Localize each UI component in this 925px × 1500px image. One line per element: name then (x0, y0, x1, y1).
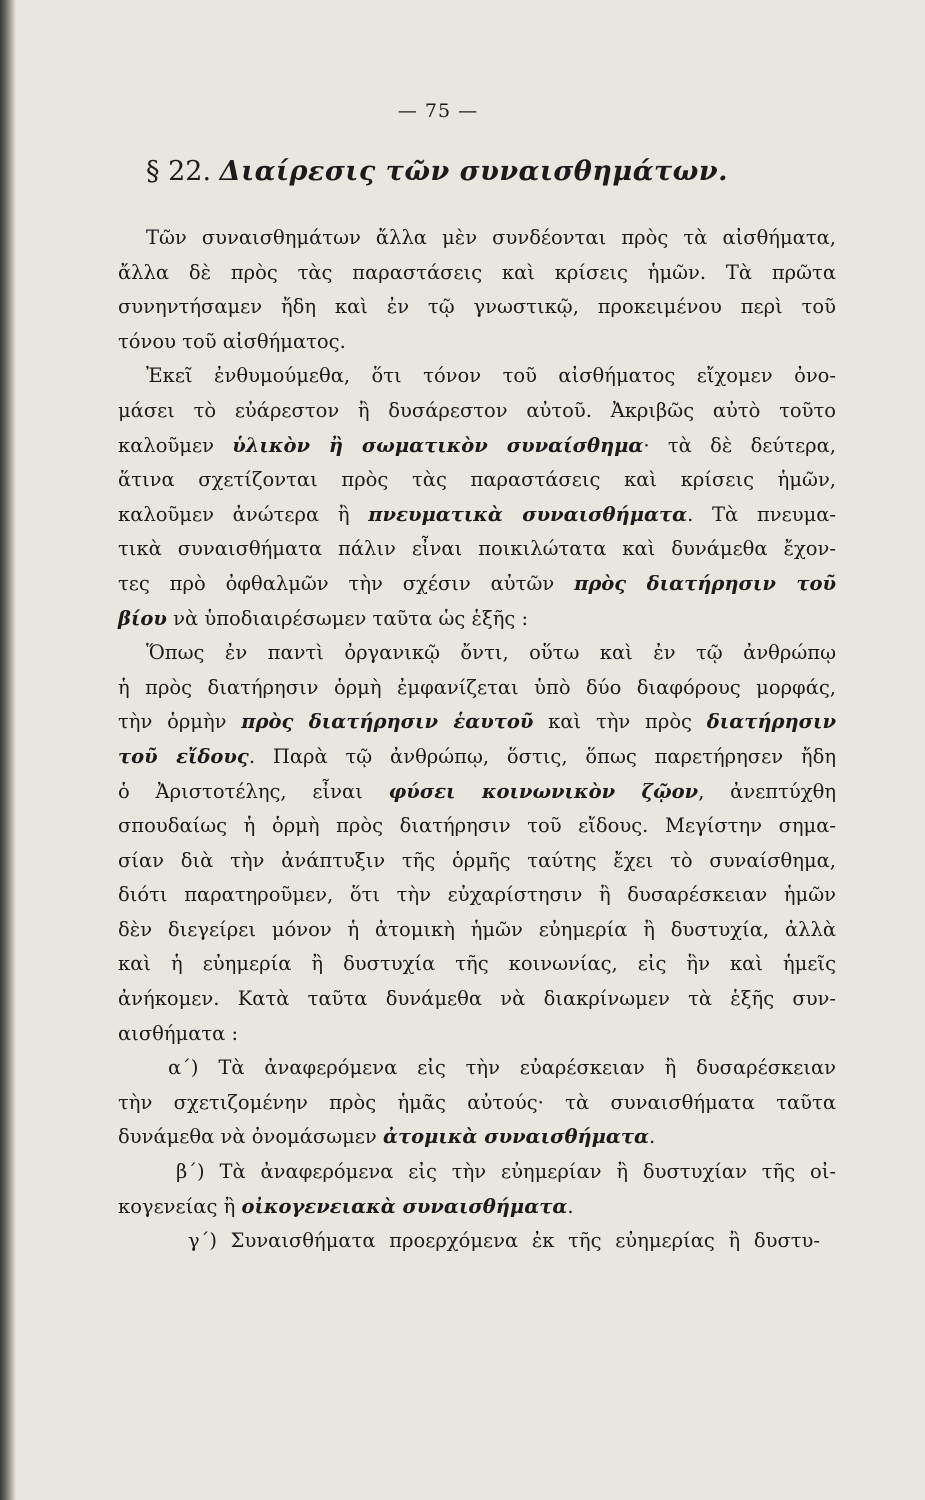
body-text (118, 221, 836, 1259)
text-line (118, 394, 836, 429)
emphasized-text: πρὸς διατήρησιν ἑαυτοῦ (241, 710, 534, 734)
section-heading (146, 156, 836, 187)
text-run: κογενείας ἢ (118, 1194, 242, 1218)
text-run: . (567, 1194, 574, 1218)
text-line (188, 1224, 820, 1259)
text-run: , ἀνεπτύχθη (698, 779, 837, 803)
text-run: ἄλλα δὲ πρὸς τὰς παραστάσεις καὶ κρίσεις ἡμῶν. Τὰ πρῶτα (118, 260, 836, 284)
text-line (118, 809, 836, 844)
text-run: τικὰ συναισθήματα πάλιν εἶναι ποικιλώτατα καὶ δυνάμεθα ἔχον- (118, 537, 836, 561)
text-line (176, 1155, 836, 1190)
text-run: καλοῦμεν (118, 433, 233, 457)
text-line (118, 1120, 836, 1155)
text-run: Ἐκεῖ ἐνθυμούμεθα, ὅτι τόνον τοῦ αἰσθήματος εἴχομεν ὀνο- (146, 364, 836, 388)
text-run: . (649, 1125, 656, 1149)
text-run: τὴν ὁρμὴν (118, 710, 242, 734)
text-line (118, 982, 836, 1017)
text-line (168, 1051, 836, 1086)
text-run: διότι παρατηροῦμεν, ὅτι τὴν εὐχαρίστησιν ἢ δυσαρέσκειαν ἡμῶν (118, 883, 836, 907)
text-run: καὶ τὴν πρὸς (533, 710, 707, 734)
text-line (118, 913, 836, 948)
text-run: σίαν διὰ τὴν ἀνάπτυξιν τῆς ὁρμῆς ταύτης ἔχει τὸ συναίσθημα, (118, 848, 836, 872)
text-run: Τῶν συναισθημάτων ἄλλα μὲν συνδέονται πρὸς τὰ αἰσθήματα, (146, 226, 836, 249)
text-line (118, 463, 836, 498)
text-run: τες πρὸ ὀφθαλμῶν τὴν σχέσιν αὐτῶν (118, 571, 575, 595)
text-run: γ΄) Συναισθήματα προερχόμενα ἐκ τῆς εὐημερίας ἢ δυστυ- (188, 1229, 820, 1253)
section-number: § 22. (146, 156, 212, 187)
text-run: δὲν διεγείρει μόνον ἡ ἀτομικὴ ἡμῶν εὐημερία ἢ δυστυχία, ἀλλὰ (118, 917, 836, 941)
emphasized-text: βίου (118, 606, 167, 630)
text-run: καὶ ἡ εὐημερία ἢ δυστυχία τῆς κοινωνίας, εἰς ἣν καὶ ἡμεῖς (118, 952, 836, 976)
text-run: τὴν σχετιζομένην πρὸς ἡμᾶς αὐτούς· τὰ συναισθήματα ταῦτα (118, 1090, 836, 1114)
section-title: Διαίρεσις τῶν συναισθημάτων. (219, 156, 728, 187)
text-line (146, 359, 836, 394)
text-run: . Τὰ πνευμα- (687, 502, 837, 526)
text-line (118, 532, 836, 567)
emphasized-text: οἰκογενειακὰ συναισθήματα (241, 1194, 568, 1218)
text-line (118, 878, 836, 913)
text-run: τόνου τοῦ αἰσθήματος. (118, 329, 346, 353)
text-line (118, 498, 836, 533)
text-line (118, 1086, 836, 1121)
text-run: . Παρὰ τῷ ἀνθρώπῳ, ὅστις, ὅπως παρετήρησεν ἤδη (248, 744, 836, 768)
text-line (118, 947, 836, 982)
text-run: ἀνήκομεν. Κατὰ ταῦτα δυνάμεθα νὰ διακρίνωμεν τὰ ἑξῆς συν- (118, 987, 836, 1011)
text-line (118, 740, 836, 775)
text-line (118, 671, 836, 706)
emphasized-text: φύσει κοινωνικὸν ζῷον (388, 779, 699, 803)
text-line (118, 429, 836, 464)
text-run: · τὰ δὲ δεύτερα, (643, 433, 837, 457)
text-run: νὰ ὑποδιαιρέσωμεν ταῦτα ὡς ἑξῆς : (166, 606, 529, 630)
text-line (118, 775, 836, 810)
emphasized-text: ὑλικὸν ἢ σωματικὸν συναίσθημα (232, 433, 644, 457)
text-line (146, 221, 836, 256)
text-run: α΄) Τὰ ἀναφερόμενα εἰς τὴν εὐαρέσκειαν ἢ δυσαρέσκειαν (168, 1056, 836, 1080)
text-run: ἡ πρὸς διατήρησιν ὁρμὴ ἐμφανίζεται ὑπὸ δύο διαφόρους μορφάς, (118, 675, 836, 699)
book-binding-edge (0, 0, 16, 1500)
text-run: αισθήματα : (118, 1021, 239, 1045)
text-run: μάσει τὸ εὐάρεστον ἢ δυσάρεστον αὐτοῦ. Ἀκριβῶς αὐτὸ τοῦτο (118, 398, 836, 422)
text-run: δυνάμεθα νὰ ὀνομάσωμεν (118, 1125, 383, 1149)
emphasized-text: ἀτομικὰ συναισθήματα (382, 1125, 650, 1149)
text-line (118, 567, 836, 602)
text-line (118, 290, 836, 325)
text-run: συνηντήσαμεν ἤδη καὶ ἐν τῷ γνωστικῷ, προκειμένου περὶ τοῦ (118, 295, 836, 319)
emphasized-text: πρὸς διατήρησιν τοῦ (574, 571, 836, 595)
text-line (118, 705, 836, 740)
text-line (118, 844, 836, 879)
emphasized-text: τοῦ εἴδους (118, 744, 249, 768)
text-line (118, 1190, 836, 1225)
text-line (118, 256, 836, 291)
book-page (118, 100, 836, 1259)
text-line (146, 636, 836, 671)
text-run: ἅτινα σχετίζονται πρὸς τὰς παραστάσεις καὶ κρίσεις ἡμῶν, (118, 468, 836, 492)
text-line (118, 1017, 836, 1052)
text-run: ὁ Ἀριστοτέλης, εἶναι (118, 779, 389, 803)
text-line (118, 602, 836, 637)
page-number: — 75 — (397, 100, 479, 122)
text-run: Ὅπως ἐν παντὶ ὀργανικῷ ὄντι, οὕτω καὶ ἐν τῷ ἀνθρώπῳ (146, 641, 836, 665)
text-run: καλοῦμεν ἀνώτερα ἢ (118, 502, 369, 526)
emphasized-text: πνευματικὰ συναισθήματα (368, 502, 688, 526)
text-run: σπουδαίως ἡ ὁρμὴ πρὸς διατήρησιν τοῦ εἴδους. Μεγίστην σημα- (118, 814, 836, 838)
emphasized-text: διατήρησιν (706, 710, 836, 734)
text-line (118, 325, 836, 360)
text-run: β΄) Τὰ ἀναφερόμενα εἰς τὴν εὐημερίαν ἢ δυστυχίαν τῆς οἰ- (176, 1160, 836, 1184)
